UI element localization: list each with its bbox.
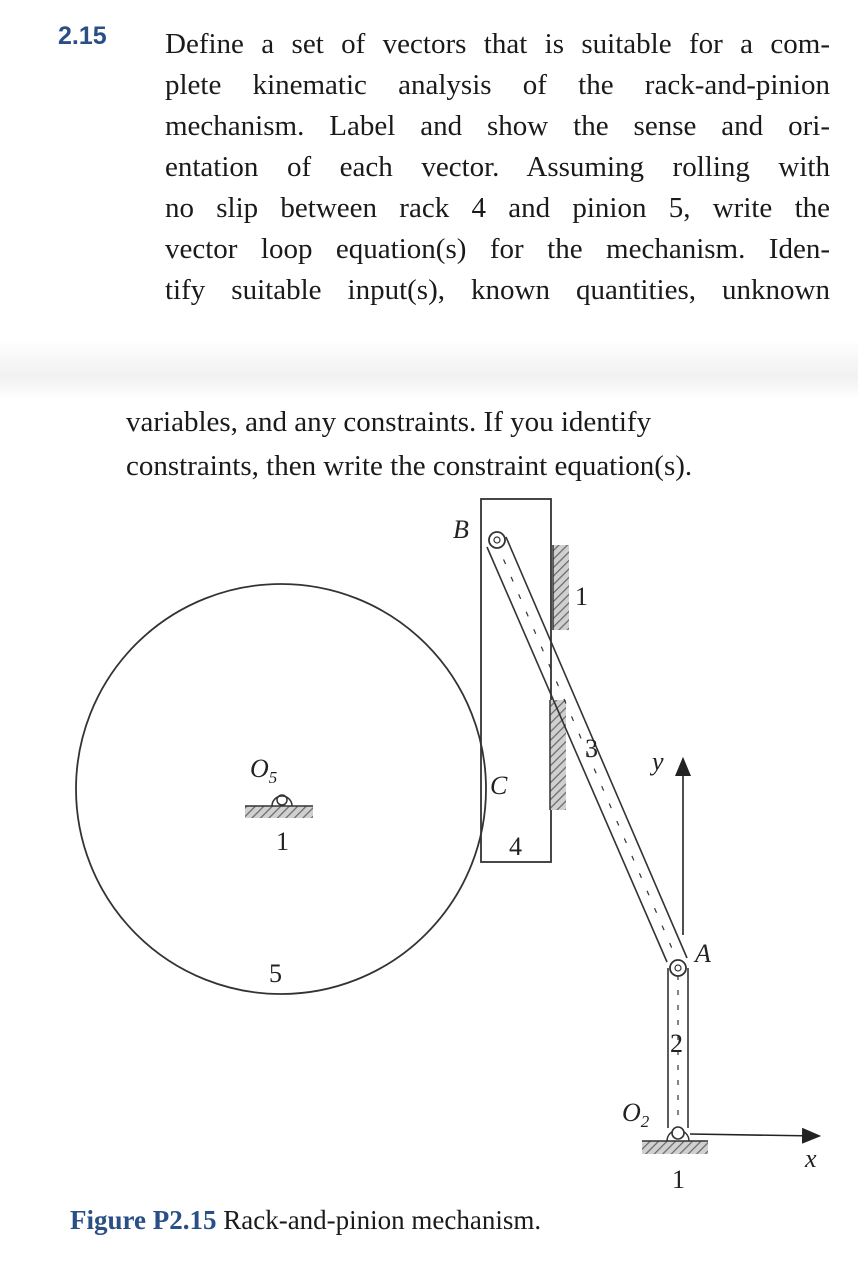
label-o5-main: O: [250, 754, 269, 783]
label-a: A: [695, 939, 711, 968]
label-o5-subscript: 5: [268, 768, 278, 787]
label-link-1-pinion: 1: [276, 827, 289, 856]
label-o2-subscript: 2: [640, 1112, 650, 1131]
pin-b: [489, 532, 505, 548]
problem-line: tify suitable input(s), known quantities, unknown: [165, 274, 830, 306]
label-b: B: [453, 515, 469, 544]
pinion-ground-pivot: [245, 795, 313, 818]
rack-guide-upper: [553, 545, 569, 630]
label-link-5: 5: [269, 959, 282, 988]
label-x: x: [805, 1144, 817, 1173]
problem-line: mechanism. Label and show the sense and ori-: [165, 110, 830, 142]
problem-line: plete kinematic analysis of the rack-and-pinion: [165, 69, 830, 101]
continuation-line: variables, and any constraints. If you identify: [126, 406, 652, 438]
continuation-line: constraints, then write the constraint equation(s).: [126, 450, 693, 482]
label-o2: [622, 1098, 650, 1131]
problem-line: entation of each vector. Assuming rolling with: [165, 151, 830, 183]
x-axis: [690, 1134, 818, 1136]
label-o2-main: O: [622, 1098, 641, 1127]
label-link-1-guide: 1: [575, 582, 588, 611]
label-y: y: [652, 747, 664, 776]
label-link-3: 3: [585, 734, 598, 763]
label-c: C: [490, 771, 508, 800]
caption-text: Rack-and-pinion mechanism.: [216, 1205, 542, 1235]
problem-line: no slip between rack 4 and pinion 5, write the: [165, 192, 830, 224]
crank-ground-pivot: [642, 1127, 708, 1154]
problem-line: vector loop equation(s) for the mechanism. Iden-: [165, 233, 830, 265]
label-o5: [250, 754, 277, 787]
rack-guide-lower: [550, 700, 566, 810]
label-link-4: 4: [509, 832, 522, 861]
label-link-1-crank: 1: [672, 1165, 685, 1194]
pin-a: [670, 960, 686, 976]
caption-label: Figure P2.15: [70, 1205, 217, 1235]
figure-caption: [70, 1205, 541, 1236]
rack: [481, 499, 551, 862]
label-link-2: 2: [670, 1029, 683, 1058]
problem-line: Define a set of vectors that is suitable for a com-: [165, 28, 830, 60]
pinion-gear: [76, 584, 486, 994]
problem-number: 2.15: [58, 22, 107, 50]
